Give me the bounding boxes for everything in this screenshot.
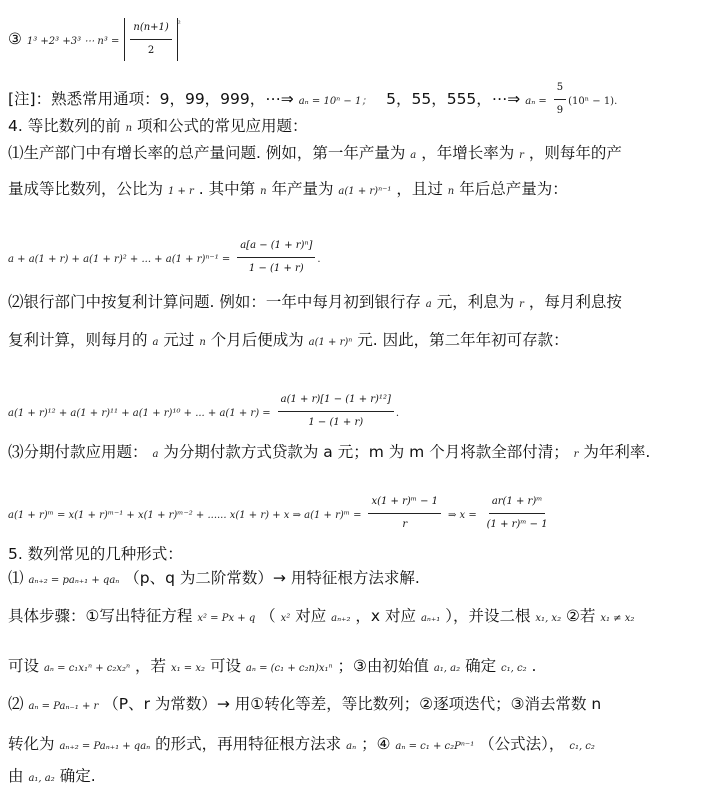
text: 由 [8,767,24,785]
note-formula-2-lhs: aₙ = [525,96,547,107]
text: 量成等比数列，公比为 [8,180,164,198]
note-formula-2-rhs: (10ⁿ − 1). [568,96,618,107]
fraction-denominator: 1 − (1 + r) [308,417,364,428]
var-r: r [519,299,524,310]
text: 确定. [59,767,96,785]
solution-formula-2: aₙ = (c₁ + c₂n)x₁ⁿ [245,663,333,674]
text: ，年增长率为 [421,144,515,162]
formula-end: . [395,408,400,419]
sum-fraction [278,390,394,433]
var-n: n [260,186,267,197]
fraction-numerator: 5 [554,78,566,100]
s5-line-6 [8,766,96,789]
text: （ [260,607,276,625]
text: ，x 对应 [355,607,417,625]
text: ，则每年的产 [528,144,622,162]
text: ⑶分期付款应用题： [8,443,148,461]
item-marker: ③ [8,30,22,48]
s5-line-1 [8,568,420,591]
text: 确定 [465,657,497,675]
installment-fraction-1 [368,492,441,535]
solution-formula-1: aₙ = c₁x₁ⁿ + c₂x₂ⁿ [43,663,131,674]
formula: c₁, c₂ [569,741,595,752]
fraction-numerator: n(n+1) [130,18,171,40]
text: ⑴生产部门中有增长率的总产量问题. 例如，第一年产量为 [8,144,406,162]
text: 具体步骤：①写出特征方程 [8,607,193,625]
fraction-numerator: a(1 + r)[1 − (1 + r)¹²] [278,390,394,412]
roots: x₁, x₂ [535,613,562,624]
text: ；④ [361,735,391,753]
term-formula: a(1 + r)ⁿ⁻¹ [338,186,392,197]
text: （公式法）， [479,735,565,753]
note-text-2: 5，55，555，⋯⇒ [386,90,521,108]
text: 转化为 [8,735,55,753]
text: . [531,657,537,675]
text: 元过 [163,331,195,349]
text: 的形式，再用特征根方法求 [155,735,342,753]
fraction-numerator: x(1 + r)ᵐ − 1 [368,492,441,514]
var-r: r [519,150,524,161]
fraction-denominator: 1 − (1 + r) [248,263,304,274]
power-exponent: ² [177,20,181,28]
text: ，且过 [396,180,443,198]
text: ，若 [135,657,167,675]
text: 可设 [8,657,40,675]
char-equation: x² = Px + q [197,613,256,624]
text: ；③由初始值 [337,657,429,675]
text: 元，利息为 [436,293,515,311]
sum-cubes-lhs: 1³ +2³ +3³ ⋯ n³ = [26,36,120,47]
recurrence-formula: aₙ₊₂ = paₙ₊₁ + qaₙ [28,575,120,586]
s5-line-2 [8,606,634,629]
formula: a₁, a₂ [433,663,461,674]
s5-line-4 [8,694,601,717]
text: ，每月利息按 [528,293,622,311]
text: 年后总产量为： [459,180,568,198]
installment-formula: a(1 + r)ᵐ = x(1 + r)ᵐ⁻¹ + x(1 + r)ᵐ⁻² + ...... x(1 + r) + x ⇒ a(1 + r)ᵐ = [8,510,362,521]
note-formula-1: aₙ = 10ⁿ − 1； [298,96,372,107]
formula: x² [280,613,291,624]
text: 为分期付款方式贷款为 a 元；m 为 m 个月将款全部付清； [163,443,569,461]
text: . 其中第 [198,180,256,198]
p1-formula [8,236,321,279]
formula: c₁, c₂ [501,663,527,674]
text: ⑵银行部门中按复利计算问题. 例如：一年中每月初到银行存 [8,293,421,311]
p2-line-2 [8,330,569,353]
text: 复利计算，则每月的 [8,331,148,349]
text: ②若 [566,607,596,625]
text: ），并设二根 [445,607,531,625]
note-text: [注]：熟悉常用通项：9，99，999，⋯⇒ [8,90,294,108]
text: （p、q 为二阶常数）→ 用特征根方法求解. [124,569,420,587]
text: 年产量为 [271,180,334,198]
sum-cubes-fraction [130,18,171,61]
fraction-denominator: 2 [147,45,155,56]
section-5-title [8,544,183,564]
text: 对应 [295,607,327,625]
text: 为年利率. [583,443,651,461]
fraction-denominator: (1 + r)ᵐ − 1 [486,519,548,530]
sum-formula-lhs: a + a(1 + r) + a(1 + r)² + ... + a(1 + r)ⁿ⁻¹ = [8,254,231,265]
formula: x₁ = x₂ [170,663,205,674]
var-a: a [410,150,417,161]
p3-line-1 [8,442,650,465]
p2-formula [8,390,399,433]
note-fraction [554,78,566,121]
sum-formula-lhs: a(1 + r)¹² + a(1 + r)¹¹ + a(1 + r)¹⁰ + ... + a(1 + r) = [8,408,271,419]
s5-line-3 [8,656,536,679]
installment-fraction-2 [484,492,551,535]
var-a: a [152,337,159,348]
formula: aₙ₊₂ = Paₙ₊₁ + qaₙ [59,741,151,752]
var-n: n [199,337,206,348]
var-a: a [152,449,159,460]
formula: aₙ₊₂ [331,613,351,624]
section-title-text: 4. 等比数列的前 [8,117,121,135]
fraction-numerator: a[a − (1 + r)ⁿ] [237,236,315,258]
implies-x: ⇒ x = [447,510,477,521]
formula: aₙ [346,741,357,752]
p2-line-1 [8,292,622,315]
text: 可设 [209,657,241,675]
s5-line-5 [8,734,595,757]
fraction-denominator: r [402,519,408,530]
fraction-numerator: ar(1 + r)ᵐ [489,492,546,514]
var-r: r [573,449,579,460]
var-n: n [125,123,133,134]
text: ⑵ [8,695,24,713]
formula: aₙ = c₁ + c₂Pⁿ⁻¹ [395,741,475,752]
sum-fraction [237,236,315,279]
recurrence-formula: aₙ = Paₙ₋₁ + r [28,701,99,712]
var-a: a [425,299,432,310]
term-formula: a(1 + r)ⁿ [308,337,353,348]
formula: aₙ₊₁ [420,613,441,624]
section-title-text: 5. 数列常见的几种形式： [8,545,183,563]
p3-formula [8,492,553,535]
ratio-formula: 1 + r [167,186,194,197]
var-n: n [447,186,455,197]
note-line [8,78,617,121]
p1-line-2 [8,179,568,202]
text: ⑴ [8,569,24,587]
formula-end: . [317,254,321,265]
section-4-title [8,116,308,139]
section-title-text-2: 项和公式的常见应用题： [137,117,308,135]
formula: a₁, a₂ [28,773,55,784]
p1-line-1 [8,143,622,166]
text: （P、r 为常数）→ 用①转化等差，等比数列；②逐项迭代；③消去常数 n [103,695,602,713]
formula: x₁ ≠ x₂ [600,613,635,624]
bracket-group [124,18,177,61]
formula-sum-cubes [8,14,181,61]
text: 元. 因此，第二年年初可存款： [357,331,569,349]
fraction-denominator: 9 [556,105,564,116]
text: 个月后便成为 [210,331,304,349]
